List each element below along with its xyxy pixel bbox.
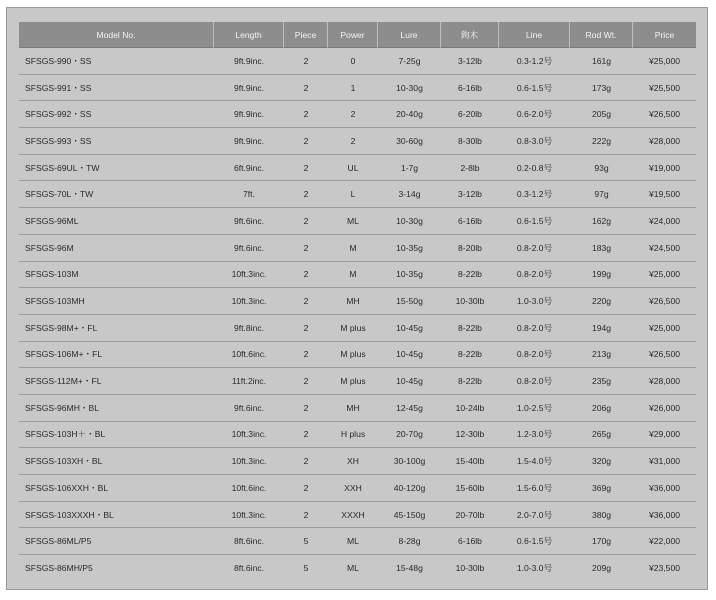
cell-piece: 2 [284,475,328,502]
cell-length: 10ft.6inc. [214,342,284,369]
table-row [19,155,696,182]
cell-rod-weight: 93g [570,155,633,182]
cell-model-no: SFSGS-991・SS [19,75,214,102]
cell-length: 10ft.3inc. [214,288,284,315]
cell-price: ¥25,500 [633,75,696,102]
table-row [19,208,696,235]
cell-line-lb: 3-12lb [441,181,499,208]
cell-lure: 10-30g [378,75,441,102]
cell-length: 10ft.3inc. [214,502,284,529]
cell-power: 0 [328,48,378,75]
cell-line: 0.8-2.0号 [499,315,570,342]
cell-model-no: SFSGS-96M [19,235,214,262]
cell-model-no: SFSGS-103XH・BL [19,448,214,475]
cell-line: 0.6-2.0号 [499,101,570,128]
cell-piece: 2 [284,342,328,369]
cell-line-lb: 6-20lb [441,101,499,128]
cell-power: M [328,262,378,289]
table-row [19,368,696,395]
cell-line: 1.2-3.0号 [499,422,570,449]
cell-model-no: SFSGS-96MH・BL [19,395,214,422]
table-row [19,262,696,289]
cell-price: ¥19,000 [633,155,696,182]
cell-lure: 20-40g [378,101,441,128]
cell-price: ¥24,500 [633,235,696,262]
cell-line-lb: 15-60lb [441,475,499,502]
cell-piece: 2 [284,262,328,289]
table-row [19,422,696,449]
cell-power: ML [347,562,359,573]
cell-line: 0.3-1.2号 [499,181,570,208]
cell-model-no: SFSGS-106M+・FL [19,342,214,369]
cell-rod-weight: 380g [570,502,633,529]
cell-lure: 1-7g [378,155,441,182]
cell-length: 10ft.3inc. [214,262,284,289]
cell-model-no: SFSGS-70L・TW [19,181,214,208]
cell-rod-weight: 97g [570,181,633,208]
cell-rod-weight: 194g [570,315,633,342]
header-price: Price [633,22,696,48]
cell-length: 9ft.6inc. [214,235,284,262]
cell-line-lb: 8-22lb [441,262,499,289]
cell-price: ¥22,000 [633,528,696,555]
cell-line-lb: 6-16lb [441,208,499,235]
cell-line-lb: 10-30lb [455,562,485,573]
header-model-no: Model No. [19,22,214,48]
cell-line-lb: 2-8lb [441,155,499,182]
rod-spec-table [19,22,696,581]
header-power: Power [328,22,378,48]
cell-line: 0.6-1.5号 [499,75,570,102]
cell-model-no: SFSGS-106XXH・BL [19,475,214,502]
cell-rod-weight: 173g [570,75,633,102]
cell-piece: 2 [284,368,328,395]
cell-piece: 2 [284,288,328,315]
header-lure: Lure [378,22,441,48]
cell-lure: 45-150g [378,502,441,529]
cell-model-no: SFSGS-103XXXH・BL [19,502,214,529]
cell-length: 9ft.9inc. [214,75,284,102]
cell-model-no: SFSGS-69UL・TW [19,155,214,182]
cell-line: 0.8-3.0号 [499,128,570,155]
cell-length: 8ft.6inc. [214,528,284,555]
cell-piece: 2 [284,155,328,182]
cell-price: ¥23,500 [648,562,681,573]
cell-lure: 15-50g [378,288,441,315]
table-header-row [19,22,696,48]
table-row [19,502,696,529]
cell-piece: 2 [284,235,328,262]
cell-rod-weight: 205g [570,101,633,128]
cell-lure: 10-45g [378,368,441,395]
table-row [19,475,696,502]
cell-rod-weight: 320g [570,448,633,475]
cell-line: 1.0-3.0号 [499,288,570,315]
cell-lure: 10-30g [378,208,441,235]
cell-lure: 20-70g [378,422,441,449]
cell-rod-weight: 265g [570,422,633,449]
cell-line-lb: 8-30lb [441,128,499,155]
table-row [19,75,696,102]
cell-length: 10ft.3inc. [214,422,284,449]
cell-line-lb: 6-16lb [441,75,499,102]
cell-length: 9ft.9inc. [214,48,284,75]
cell-price: ¥26,500 [633,101,696,128]
cell-power: ML [328,528,378,555]
cell-model-no: SFSGS-103M [19,262,214,289]
table-row [19,48,696,75]
cell-piece: 2 [284,75,328,102]
table-row [19,288,696,315]
cell-length: 9ft.6inc. [214,208,284,235]
table-row [19,128,696,155]
header-length: Length [214,22,284,48]
cell-line: 0.8-2.0号 [499,368,570,395]
cell-power: 2 [328,128,378,155]
cell-model-no: SFSGS-990・SS [19,48,214,75]
cell-length: 9ft.8inc. [214,315,284,342]
cell-lure: 30-100g [378,448,441,475]
cell-model-no: SFSGS-96ML [19,208,214,235]
table-row [19,101,696,128]
cell-power: M plus [328,342,378,369]
cell-lure: 10-35g [378,262,441,289]
cell-length: 9ft.9inc. [214,128,284,155]
header-line: Line [499,22,570,48]
cell-power: M plus [328,315,378,342]
cell-length: 9ft.6inc. [214,395,284,422]
cell-line: 1.5-6.0号 [499,475,570,502]
table-row [19,528,696,555]
cell-price: ¥28,000 [633,368,696,395]
cell-price: ¥26,000 [633,395,696,422]
cell-line: 0.6-1.5号 [499,528,570,555]
cell-rod-weight: 220g [570,288,633,315]
cell-power: 1 [328,75,378,102]
cell-piece: 5 [284,528,328,555]
cell-piece: 2 [284,422,328,449]
cell-piece: 2 [284,101,328,128]
cell-power: 2 [328,101,378,128]
cell-lure: 30-60g [378,128,441,155]
cell-line: 0.2-0.8号 [499,155,570,182]
cell-line-lb: 3-12lb [441,48,499,75]
cell-rod-weight: 209g [591,562,612,573]
cell-piece: 2 [284,181,328,208]
cell-piece: 2 [284,315,328,342]
cell-price: ¥26,500 [633,342,696,369]
cell-rod-weight: 170g [570,528,633,555]
cell-rod-weight: 183g [570,235,633,262]
cell-price: ¥19,500 [633,181,696,208]
cell-model-no: SFSGS-103H＋・BL [19,422,214,449]
cell-power: L [328,181,378,208]
cell-price: ¥25,000 [633,48,696,75]
cell-power: MH [328,395,378,422]
cell-rod-weight: 161g [570,48,633,75]
cell-length: 6ft.9inc. [214,155,284,182]
cell-lure: 10-45g [378,342,441,369]
cell-length: 10ft.3inc. [214,448,284,475]
cell-rod-weight: 369g [570,475,633,502]
cell-model-no: SFSGS-86ML/P5 [19,528,214,555]
table-row [19,342,696,369]
cell-line-lb: 6-16lb [441,528,499,555]
cell-line: 1.0-2.5号 [499,395,570,422]
table-row [19,181,696,208]
cell-model-no: SFSGS-103MH [19,288,214,315]
cell-rod-weight: 213g [570,342,633,369]
table-body [19,48,696,581]
cell-model-no: SFSGS-86MH/P5 [25,562,93,573]
cell-line-lb: 8-22lb [441,368,499,395]
header-rod-weight: Rod Wt. [570,22,633,48]
cell-rod-weight: 222g [570,128,633,155]
cell-lure: 8-28g [378,528,441,555]
cell-piece: 2 [284,208,328,235]
cell-line: 0.8-2.0号 [499,235,570,262]
cell-rod-weight: 206g [570,395,633,422]
cell-line-lb: 15-40lb [441,448,499,475]
cell-length: 11ft.2inc. [214,368,284,395]
cell-power: XH [328,448,378,475]
cell-length: 9ft.9inc. [214,101,284,128]
spec-table-panel [6,7,708,590]
cell-price: ¥24,000 [633,208,696,235]
cell-price: ¥26,500 [633,288,696,315]
cell-price: ¥29,000 [633,422,696,449]
cell-line: 1.5-4.0号 [499,448,570,475]
cell-price: ¥31,000 [633,448,696,475]
cell-lure: 15-48g [396,562,423,573]
cell-line: 2.0-7.0号 [499,502,570,529]
table-row [19,555,696,581]
cell-power: M plus [328,368,378,395]
cell-power: UL [328,155,378,182]
cell-length: 7ft. [214,181,284,208]
cell-rod-weight: 235g [570,368,633,395]
cell-power: XXXH [328,502,378,529]
cell-line: 0.6-1.5号 [499,208,570,235]
cell-power: ML [328,208,378,235]
table-row [19,235,696,262]
cell-rod-weight: 199g [570,262,633,289]
cell-lure: 12-45g [378,395,441,422]
cell-model-no: SFSGS-98M+・FL [19,315,214,342]
cell-piece: 2 [284,48,328,75]
cell-line: 1.0-3.0号 [516,562,553,573]
cell-length: 8ft.6inc. [233,562,265,573]
cell-model-no: SFSGS-993・SS [19,128,214,155]
cell-power: MH [328,288,378,315]
cell-line-lb: 8-22lb [441,342,499,369]
cell-line-lb: 20-70lb [441,502,499,529]
cell-piece: 2 [284,395,328,422]
cell-rod-weight: 162g [570,208,633,235]
cell-lure: 40-120g [378,475,441,502]
cell-price: ¥36,000 [633,475,696,502]
cell-price: ¥36,000 [633,502,696,529]
cell-lure: 7-25g [378,48,441,75]
cell-line: 0.3-1.2号 [499,48,570,75]
header-piece: Piece [284,22,328,48]
cell-length: 10ft.6inc. [214,475,284,502]
cell-power: XXH [328,475,378,502]
header-line-lb: 鉤木 [441,22,499,48]
cell-price: ¥28,000 [633,128,696,155]
cell-lure: 10-35g [378,235,441,262]
cell-line: 0.8-2.0号 [499,342,570,369]
cell-line-lb: 10-30lb [441,288,499,315]
cell-price: ¥25,000 [633,262,696,289]
cell-model-no: SFSGS-992・SS [19,101,214,128]
cell-piece: 5 [303,562,309,573]
cell-line-lb: 8-22lb [441,315,499,342]
cell-line-lb: 12-30lb [441,422,499,449]
cell-power: M [328,235,378,262]
cell-lure: 10-45g [378,315,441,342]
cell-line: 0.8-2.0号 [499,262,570,289]
table-row [19,395,696,422]
table-row [19,315,696,342]
table-row [19,448,696,475]
cell-line-lb: 8-20lb [441,235,499,262]
cell-piece: 2 [284,128,328,155]
cell-line-lb: 10-24lb [441,395,499,422]
cell-model-no: SFSGS-112M+・FL [19,368,214,395]
cell-power: H plus [328,422,378,449]
cell-price: ¥25,000 [633,315,696,342]
cell-lure: 3-14g [378,181,441,208]
cell-piece: 2 [284,448,328,475]
cell-piece: 2 [284,502,328,529]
